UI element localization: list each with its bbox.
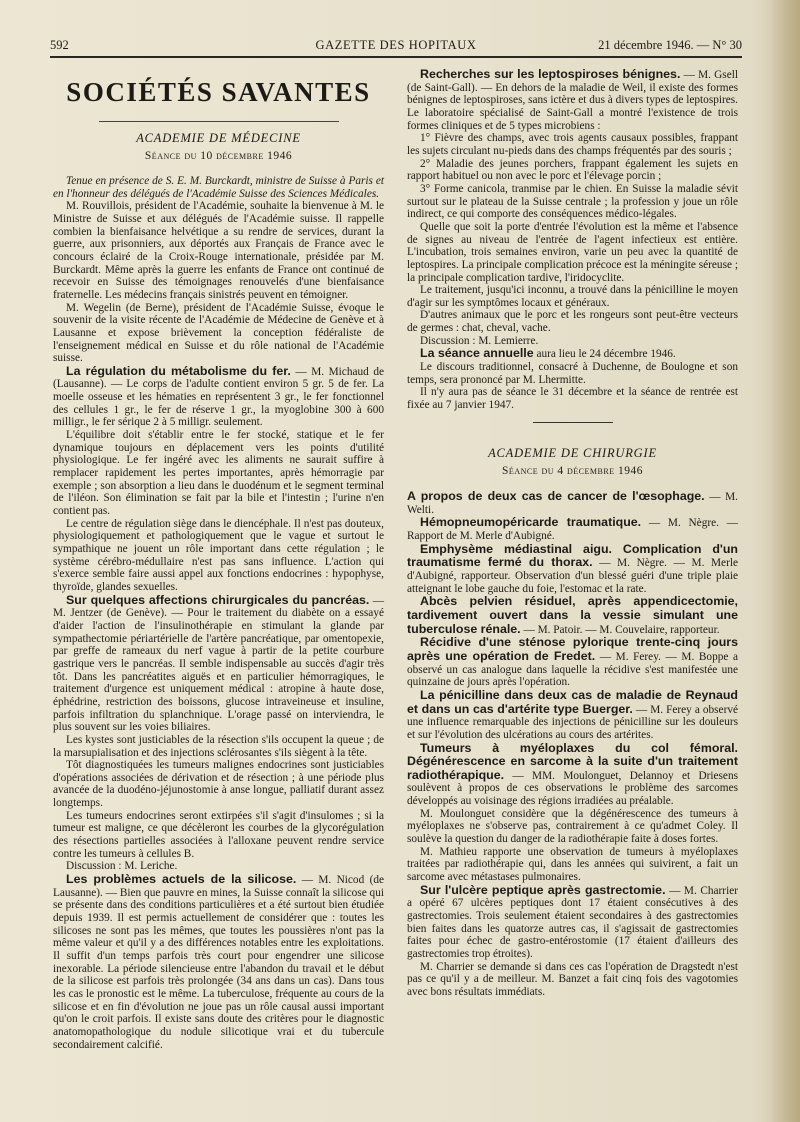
article-title: La séance annuelle: [420, 346, 534, 361]
academy-heading: ACADEMIE DE CHIRURGIE: [488, 445, 657, 460]
article-title: Tumeurs à myéloplaxes du col fémoral. Dégénérescence en sarcome à la suite d'un traitement radiothérapique.: [407, 740, 738, 782]
article-title: La pénicilline dans deux cas de maladie de Reynaud et dans un cas d'artérite type Buerger.: [407, 687, 738, 716]
article-oesophage: A propos de deux cas de cancer de l'œsophage. — M. Welti.: [407, 489, 738, 516]
title-rule: [99, 121, 339, 122]
journal-title: GAZETTE DES HOPITAUX: [315, 38, 477, 52]
article-pancreas: Sur quelques affections chirurgicales du pancréas. — M. Jentzer (de Genève). — Pour le traitement du diabète on a essayé d'aider l'action de l'insulinothérapie en stimulant la glande par sympathectomie périartérielle de l'artère pancréatique, par omentopexie, par greffe de rameaux du nerf vague à partir de la petite courbure gastrique vers le pancréas. Il semble indispensable au succès d'agir très tôt. Dans les pancréatites aiguës et en particulier hémorragiques, le traitement d'urgence est uniquement médical : atropine à haute dose, éphédrine, restriction des boissons, glucose intraveineuse et insuline, parfois infiltration du splanchnique. L'orage passé on interviendra, le plus souvent sur les voies biliaires.: [53, 592, 384, 734]
article-title: Recherches sur les leptospiroses bénignes.: [420, 67, 681, 81]
discussion-line: Discussion : M. Leriche.: [66, 860, 178, 873]
page-edge-stain: [770, 0, 800, 1122]
paragraph: Les tumeurs endocrines seront extirpées s'il s'agit d'insulomes ; si la tumeur est maligne, ce que décèleront les courbes de la glycorégulation des résections partielles associées à l'alloxane peuvent rendre service contre les tumeurs à cellules B.: [53, 809, 384, 860]
article-hemopneumo: Hémopneumopéricarde traumatique. — M. Nègre. — Rapport de M. Merle d'Aubigné.: [407, 515, 738, 542]
paragraph: Il n'y aura pas de séance le 31 décembre et la séance de rentrée est fixée au 7 janvier 1947.: [407, 386, 738, 412]
article-title: Abcès pelvien résiduel, après appendicectomie, tardivement ouvert dans la vessie simulant une tuberculose rénale.: [407, 594, 738, 636]
article-title: Emphysème médiastinal aigu. Complication d'un traumatisme fermé du thorax.: [407, 541, 738, 570]
article-title: Sur quelques affections chirurgicales du pancréas.: [66, 592, 370, 607]
paragraph: M. Wegelin (de Berne), président de l'Académie Suisse, évoque le souvenir de la visite récente de l'Académie de Médecine de Genève et à Lausanne et expose brièvement la conception fédéraliste de l'enseignement médical en Suisse et du rôle national de l'Académie suisse.: [53, 301, 384, 365]
article-ulcere: Sur l'ulcère peptique après gastrectomie. — M. Charrier a opéré 67 ulcères peptiques dont 17 étaient consécutives à des gastrectomies. Trois seulement étaient secondaires à des gastrectomies bien faites dans les quatorze autres cas, il s'agissait de gastrectomies faites pour échec de gastro-entérostomie (17 étaient d'ailleurs des gastrectomies trop étroites).: [407, 882, 738, 960]
article-iron: La régulation du métabolisme du fer. — M. Michaud de (Lausanne). — Le corps de l'adulte contient environ 5 gr. 5 de fer. La moelle osseuse et les hématies en représentent 3 gr., le fer fonctionnel des cellules 1 gr., le fer de réserve 1 gr., la myoglobine 300 à 600 milligr., le fer sérique 2 à 5 milligr. seulement.: [53, 363, 384, 429]
article-penicilline: La pénicilline dans deux cas de maladie de Reynaud et dans un cas d'artérite type Buerger. — M. Ferey a observé une influence remarquable des injections de pénicilline sur les douleurs et sur l'évolution des ulcérations au cours des artérites.: [407, 687, 738, 741]
issue-date: 21 décembre 1946. — N° 30: [598, 38, 742, 52]
paragraph: Le traitement, jusqu'ici inconnu, a trouvé dans la pénicilline le moyen d'agir sur les symptômes locaux et généraux.: [407, 284, 738, 309]
article-leptospiroses: Recherches sur les leptospiroses bénignes. — M. Gsell (de Saint-Gall). — En dehors de la maladie de Weil, il existe des formes bénignes de leptospiroses, sans ictère et dus à divers types de leptospires. Le laboratoire spécialisé de Saint-Gall a montré l'existence de trois formes cliniques et de 5 types microbiens :: [407, 67, 738, 132]
article-title: Les problèmes actuels de la silicose.: [66, 872, 297, 887]
article-title: Récidive d'une sténose pylorique trente-cinq jours après une opération de Fredet.: [407, 635, 738, 663]
academy-heading: ACADEMIE DE MÉDECINE: [136, 130, 301, 145]
paragraph: L'équilibre doit s'établir entre le fer stocké, statique et le fer dynamique toujours en déplacement vers les points d'utilité physiologique. Le fer ingéré avec les aliments ne saurait suffire à remplacer rapidement les pertes importantes, après hémorragie par exemple ; son absorption a lieu dans le duodénum et le segment terminal de l'iléon. Son élimination se fait par la bile et l'intestin ; l'urine n'en contient pas.: [53, 429, 384, 518]
article-title: La régulation du métabolisme du fer.: [66, 363, 291, 378]
right-column: [407, 68, 738, 999]
article-title: A propos de deux cas de cancer de l'œsophage.: [407, 489, 705, 504]
seance-date: Séance du 10 décembre 1946: [144, 150, 293, 163]
paragraph: M. Moulonguet considère que la dégénérescence des tumeurs à myéloplaxes ne s'observe pas, contrairement à ce qu'admet Coley. Il soulève la question du danger de la radiothérapie faite à doses fortes.: [407, 807, 738, 846]
section-title: SOCIÉTÉS SAVANTES: [66, 77, 371, 107]
article-abces: Abcès pelvien résiduel, après appendicectomie, tardivement ouvert dans la vessie simulant une tuberculose rénale. — M. Patoir. — M. Couvelaire, rapporteur.: [407, 594, 738, 636]
section-divider: [533, 422, 613, 423]
list-item: 3° Forme canicola, tranmise par le chien. En Suisse la maladie sévit surtout sur le plateau de la Suisse centrale ; la profession y joue un rôle indirect, ce qui comporte des conséquences médico-légales.: [407, 182, 738, 221]
article-title: Hémopneumopéricarde traumatique.: [420, 515, 642, 530]
paragraph: Les kystes sont justiciables de la résection s'ils occupent la queue ; de la marsupialisation et des injections sclérosantes s'ils siègent à la tête.: [53, 733, 384, 759]
paragraph: D'autres animaux que le porc et les rongeurs sont peut-être vecteurs de germes : chat, cheval, vache.: [407, 309, 738, 335]
intro-text: Tenue en présence de S. E. M. Burckardt, ministre de Suisse à Paris et en l'honneur des délégués de l'Académie Suisse des Sciences Médicales.: [53, 174, 384, 200]
discussion-line: Discussion : M. Lemierre.: [420, 334, 539, 347]
paragraph: Tôt diagnostiquées les tumeurs malignes endocrines sont justiciables d'opérations associées de dérivation et de résection ; à une période plus avancée de la duodéno-jéjunostomie à anse longue, palliatif durant assez longtemps.: [53, 759, 384, 810]
paragraph: Quelle que soit la porte d'entrée l'évolution est la même et l'absence de signes au niveau de l'entrée de l'agent infectieux est entière. L'incubation, trois semaines environ, varie un peu avec la quantité de leptospires. La principale complication précoce est la méningite séreuse ; la principale complication tardive, l'iridocyclite.: [407, 220, 738, 284]
list-item: 1° Fièvre des champs, avec trois agents causaux possibles, frappant les sujets circulant nu-pieds dans des champs fréquentés par des souris ;: [407, 132, 738, 157]
seance-date: Séance du 4 décembre 1946: [502, 465, 643, 478]
article-title: Sur l'ulcère peptique après gastrectomie.: [420, 882, 666, 897]
article-recidive: Récidive d'une sténose pylorique trente-cinq jours après une opération de Fredet. — M. Ferey. — M. Boppe a observé un cas analogue dans laquelle la récidive s'est manifestée une quinzaine de jours après l'opération.: [407, 635, 738, 689]
list-item: 2° Maladie des jeunes porchers, frappant également les sujets en rapport habituel ou non avec le porc et l'élevage porcin ;: [407, 157, 738, 183]
page-number: 592: [50, 38, 69, 52]
paragraph: M. Mathieu rapporte une observation de tumeurs à myéloplaxes traitées par radiothérapie qui, dans les années qui suivirent, a fait un sarcome avec métastases pulmonaires.: [407, 845, 738, 884]
paragraph: Le centre de régulation siège dans le diencéphale. Il n'est pas douteux, physiologiquement et pathologiquement que le vague et surtout le sympathique ne jouent un rôle important dans cette régulation ; le système cérébro-médullaire n'est pas sans influence. L'action qui s'exerce semble faire aussi appel aux fonctions endocrines : hypophyse, thyroïde, glandes sexuelles.: [53, 517, 384, 593]
running-header: [50, 38, 742, 58]
annual-session: La séance annuelle aura lieu le 24 décembre 1946.: [420, 346, 676, 361]
paragraph: M. Charrier se demande si dans ces cas l'opération de Dragstedt n'est pas ce qu'il y a de meilleur. M. Banzet a fait cinq fois des vagotomies avec bons résultats immédiats.: [407, 960, 738, 998]
article-tumeurs: Tumeurs à myéloplaxes du col fémoral. Dégénérescence en sarcome à la suite d'un traitement radiothérapique. — MM. Moulonguet, Delannoy et Driesens soulèvent à propos de ces observations le problème des sarcomes développés au voisinage des régions irradiées au préalable.: [407, 740, 738, 808]
article-emphyseme: Emphysème médiastinal aigu. Complication d'un traumatisme fermé du thorax. — M. Nègre. — M. Merle d'Aubigné, rapporteur. Observation d'un blessé guéri d'une triple plaie atteignant le lobe gauche du foie, l'estomac et la rate.: [407, 541, 738, 595]
paragraph: Le discours traditionnel, consacré à Duchenne, de Boulogne et son temps, sera prononcé par M. Lhermitte.: [407, 361, 738, 386]
article-silicose: Les problèmes actuels de la silicose. — M. Nicod (de Lausanne). — Bien que pauvre en mines, la Suisse connaît la silicose qui se présente dans des conditions particulières et a été surtout bien étudiée depuis 1939. Il est permis actuellement de considérer que : toutes les silicoses ne sont pas les mêmes, que toutes les poussières n'ont pas la même valeur et qu'il y a des différences notables entre les exploitations. Il suffit d'un temps parfois très court pour engendrer une silicose inexorable. La période silencieuse entre l'abandon du travail et le début de la silicose est parfois très prolongée (34 ans dans un cas). Dans tous les cas le pronostic est le même. La tuberculose, fréquente au cours de la silicose et en fin d'évolution ne joue pas un rôle causal aussi important qu'on le croit parfois. Il existe sans doute des critères pour le diagnostic anatomopathologique du nodule silicotique vrai et du tubercule secondairement calcifié.: [53, 872, 385, 1051]
paragraph: M. Rouvillois, président de l'Académie, souhaite la bienvenue à M. le Ministre de Suisse et aux délégués de l'Académie suisse. Il rappelle combien la bienfaisance helvétique a su rendre de services, durant la guerre, aux prisonniers, aux déportés aux Français de France avec le concours éclairé de la Croix-Rouge internationale, présidée par M. Burckardt. Même après la guerre les enfants de France ont continué de recevoir en Suisse des témoignages renouvelés d'une bienfaisance fraternelle. Les médecins français sinistrés peuvent en témoigner.: [53, 200, 384, 301]
left-column: [53, 64, 384, 1051]
